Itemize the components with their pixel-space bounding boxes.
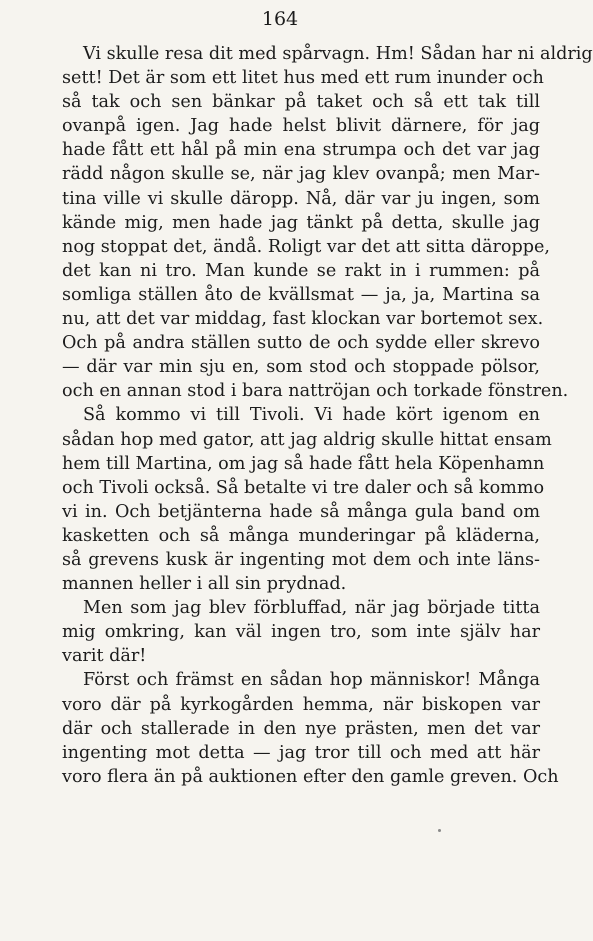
text-line: kände mig, men hade jag tänkt på detta, skulle jag xyxy=(62,212,540,233)
text-line: kasketten och så många munderingar på kläderna, xyxy=(62,525,540,546)
text-line: tina ville vi skulle däropp. Nå, där var ju ingen, som xyxy=(62,188,540,209)
text-line: Vi skulle resa dit med spårvagn. Hm! Sådan har ni aldrig xyxy=(83,44,593,64)
text-line: — där var min sju en, som stod och stoppade pölsor, xyxy=(62,357,540,378)
text-line: hade fått ett hål på min ena strumpa och det var jag xyxy=(62,140,540,161)
text-line: hem till Martina, om jag så hade fått hela Köpenhamn xyxy=(62,453,545,474)
text-line: nu, att det var middag, fast klockan var bortemot sex. xyxy=(62,309,544,330)
text-line: varit där! xyxy=(62,646,147,667)
text-line: Men som jag blev förbluffad, när jag började titta xyxy=(83,598,540,619)
text-line: sett! Det är som ett litet hus med ett rum inunder och xyxy=(62,68,544,89)
text-line: voro där på kyrkogården hemma, när biskopen var xyxy=(62,694,540,715)
text-line: så tak och sen bänkar på taket och så ett tak till xyxy=(62,92,540,113)
text-line: Och på andra ställen sutto de och sydde eller skrevo xyxy=(62,333,540,354)
text-line: vi in. Och betjänterna hade så många gula band om xyxy=(62,501,540,522)
text-line: ovanpå igen. Jag hade helst blivit därnere, för jag xyxy=(62,116,540,137)
text-line: sådan hop med gator, att jag aldrig skulle hittat ensam xyxy=(62,429,552,450)
text-line: ingenting mot detta — jag tror till och med att här xyxy=(62,742,540,763)
page-body-text xyxy=(62,42,593,789)
text-line: somliga ställen åto de kvällsmat — ja, ja, Martina sa xyxy=(62,284,540,305)
print-speck xyxy=(438,829,441,832)
text-line: och en annan stod i bara nattröjan och torkade fönstren. xyxy=(62,381,569,402)
text-line: rädd någon skulle se, när jag klev ovanpå; men Mar- xyxy=(62,164,540,185)
text-line: och Tivoli också. Så betalte vi tre daler och så kommo xyxy=(62,477,545,498)
text-line: nog stoppat det, ändå. Roligt var det att sitta däroppe, xyxy=(62,236,551,257)
text-line: Så kommo vi till Tivoli. Vi hade kört igenom en xyxy=(83,405,540,426)
text-line: det kan ni tro. Man kunde se rakt in i rummen: på xyxy=(62,260,540,281)
page-number: 164 xyxy=(261,8,299,30)
text-line: Först och främst en sådan hop människor! Många xyxy=(83,670,540,691)
text-line: mig omkring, kan väl ingen tro, som inte själv har xyxy=(62,622,540,643)
text-line: så grevens kusk är ingenting mot dem och inte läns- xyxy=(62,549,540,570)
text-line: mannen heller i all sin prydnad. xyxy=(62,574,347,595)
text-line: där och stallerade in den nye prästen, men det var xyxy=(62,718,540,739)
text-line: voro flera än på auktionen efter den gamle greven. Och xyxy=(62,766,559,787)
